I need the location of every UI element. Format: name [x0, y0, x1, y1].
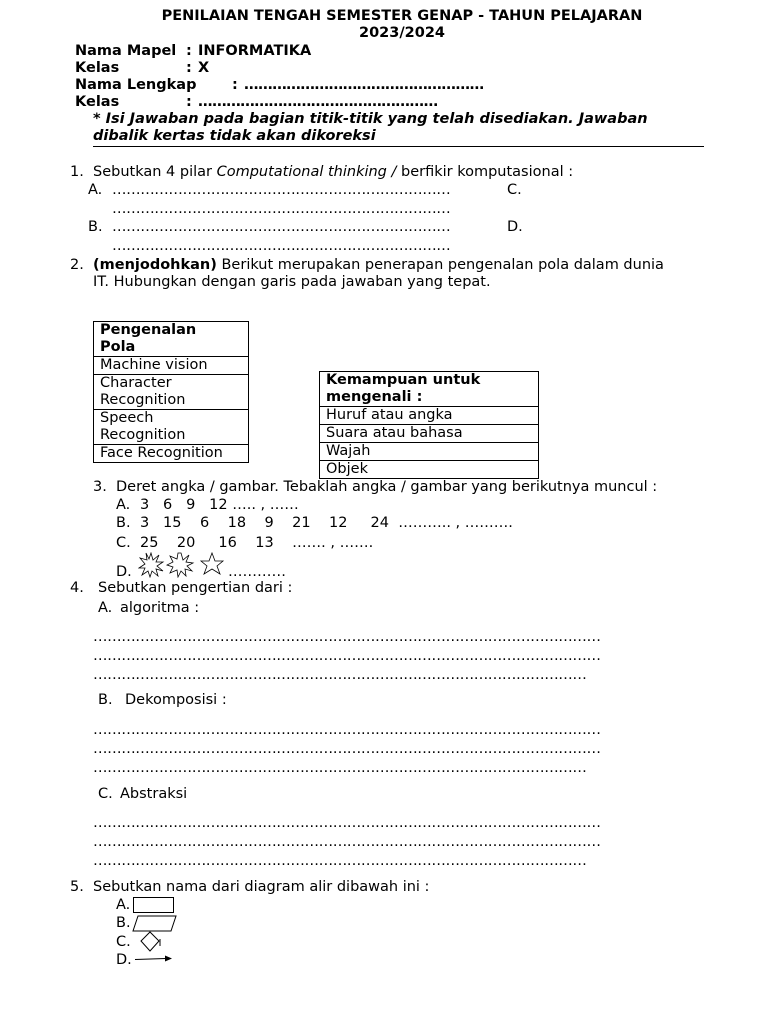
q1-option-a-label: A. [88, 182, 103, 198]
table-row [94, 410, 249, 445]
field-value-mapel: INFORMATIKA [198, 43, 312, 59]
q4-part-c-label: C. [98, 786, 113, 802]
table-row [320, 425, 539, 443]
q3-item-b-text: 3 15 6 18 9 21 12 24 ……….. , ………. [140, 515, 513, 531]
q4-part-a-text: algoritma : [120, 600, 200, 616]
field-label-kelas: Kelas [75, 60, 120, 76]
starburst-sequence [138, 552, 228, 578]
q3-item-c-text: 25 20 16 13 ……. , ……. [140, 535, 374, 551]
q2-number: 2. [70, 257, 84, 273]
q3-item-d-dots: ………… [228, 564, 286, 580]
field-label-mapel: Nama Mapel [75, 43, 177, 59]
star-icon [201, 553, 223, 574]
ability-table [319, 371, 539, 479]
q1-option-a-dots1: ……………………………………………………………… [112, 182, 451, 198]
q3-item-d-label: D. [116, 564, 132, 580]
starburst-icon [139, 553, 163, 577]
q4-a-dots3: …………………………………………………………………………………………… [93, 667, 587, 683]
pattern-table-header: Pengenalan Pola [94, 322, 249, 357]
pattern-cell: Machine vision [94, 357, 249, 375]
q1-question: Sebutkan 4 pilar Computational thinking / berfikir komputasional : [93, 164, 574, 180]
q4-part-a-label: A. [98, 600, 113, 616]
q4-b-dots3: …………………………………………………………………………………………… [93, 760, 587, 776]
table-row [94, 375, 249, 410]
q4-question: Sebutkan pengertian dari : [98, 580, 293, 596]
field-sep-mapel: : [186, 43, 192, 59]
process-rectangle-icon [132, 896, 176, 916]
q4-b-dots1: ……………………………………………………………………………………………… [93, 722, 601, 738]
field-sep-nama: : [232, 77, 238, 93]
ability-table-header: Kemampuan untuk mengenali : [320, 372, 539, 407]
ability-cell: Huruf atau angka [320, 407, 539, 425]
q3-number: 3. [93, 479, 107, 495]
q3-question: Deret angka / gambar. Tebaklah angka / gambar yang berikutnya muncul : [116, 479, 658, 495]
q4-part-b-label: B. [98, 692, 113, 708]
ability-cell: Objek [320, 461, 539, 479]
field-sep-kelas: : [186, 60, 192, 76]
q1-option-c-label: C. [507, 182, 522, 198]
q2-question-line1: (menjodohkan) Berikut merupakan penerapan pengenalan pola dalam dunia [93, 257, 664, 273]
q2-question-line2: IT. Hubungkan dengan garis pada jawaban yang tepat. [93, 274, 491, 290]
field-value-kelas: X [198, 60, 210, 76]
q1-number: 1. [70, 164, 84, 180]
pattern-cell: Character Recognition [94, 375, 249, 410]
q4-c-dots2: ……………………………………………………………………………………………… [93, 834, 601, 850]
q3-item-a-text: 3 6 9 12 ….. , …… [140, 497, 299, 513]
q5-label-a: A. [116, 897, 131, 913]
page-title-line2: 2023/2024 [358, 25, 445, 41]
q4-part-b-text: Dekomposisi : [125, 692, 227, 708]
ability-cell: Suara atau bahasa [320, 425, 539, 443]
starburst-icon [167, 553, 193, 577]
q1-option-d-label: D. [507, 219, 523, 235]
note-line2: dibalik kertas tidak akan dikoreksi [93, 128, 376, 144]
header-divider [93, 146, 704, 147]
table-row [94, 445, 249, 463]
q4-number: 4. [70, 580, 84, 596]
field-value-nama: …………………………………………… [244, 77, 484, 93]
table-row [320, 407, 539, 425]
q4-b-dots2: ……………………………………………………………………………………………… [93, 741, 601, 757]
q5-number: 5. [70, 879, 84, 895]
q1-option-b-dots1: ……………………………………………………………… [112, 219, 451, 235]
q4-a-dots1: ……………………………………………………………………………………………… [93, 629, 601, 645]
q1-option-b-label: B. [88, 219, 103, 235]
pattern-cell: Speech Recognition [94, 410, 249, 445]
field-label-nama: Nama Lengkap [75, 77, 197, 93]
decision-diamond-icon [138, 930, 164, 954]
field-value-kelas2: …………………………………………… [198, 94, 438, 110]
q5-label-d: D. [116, 952, 132, 968]
page-title-line1: PENILAIAN TENGAH SEMESTER GENAP - TAHUN PELAJARAN [161, 8, 643, 24]
table-row [94, 357, 249, 375]
q3-item-b-label: B. [116, 515, 131, 531]
q3-item-a-label: A. [116, 497, 131, 513]
field-label-kelas2: Kelas [75, 94, 120, 110]
note-line1: * Isi Jawaban pada bagian titik-titik yang telah disediakan. Jawaban [93, 111, 648, 127]
q1-option-a-dots2: ……………………………………………………………… [112, 201, 451, 217]
table-row [320, 443, 539, 461]
q4-a-dots2: ……………………………………………………………………………………………… [93, 648, 601, 664]
table-row [94, 322, 249, 357]
arrow-icon [134, 953, 174, 965]
q4-c-dots3: …………………………………………………………………………………………… [93, 853, 587, 869]
q5-label-b: B. [116, 915, 131, 931]
q1-option-b-dots2: ……………………………………………………………… [112, 238, 451, 254]
pattern-cell: Face Recognition [94, 445, 249, 463]
pattern-table [93, 321, 249, 463]
table-row [320, 372, 539, 407]
q3-item-c-label: C. [116, 535, 131, 551]
q4-part-c-text: Abstraksi [120, 786, 188, 802]
q5-label-c: C. [116, 934, 131, 950]
ability-cell: Wajah [320, 443, 539, 461]
q4-c-dots1: ……………………………………………………………………………………………… [93, 815, 601, 831]
table-row [320, 461, 539, 479]
q5-question: Sebutkan nama dari diagram alir dibawah ini : [93, 879, 430, 895]
field-sep-kelas2: : [186, 94, 192, 110]
